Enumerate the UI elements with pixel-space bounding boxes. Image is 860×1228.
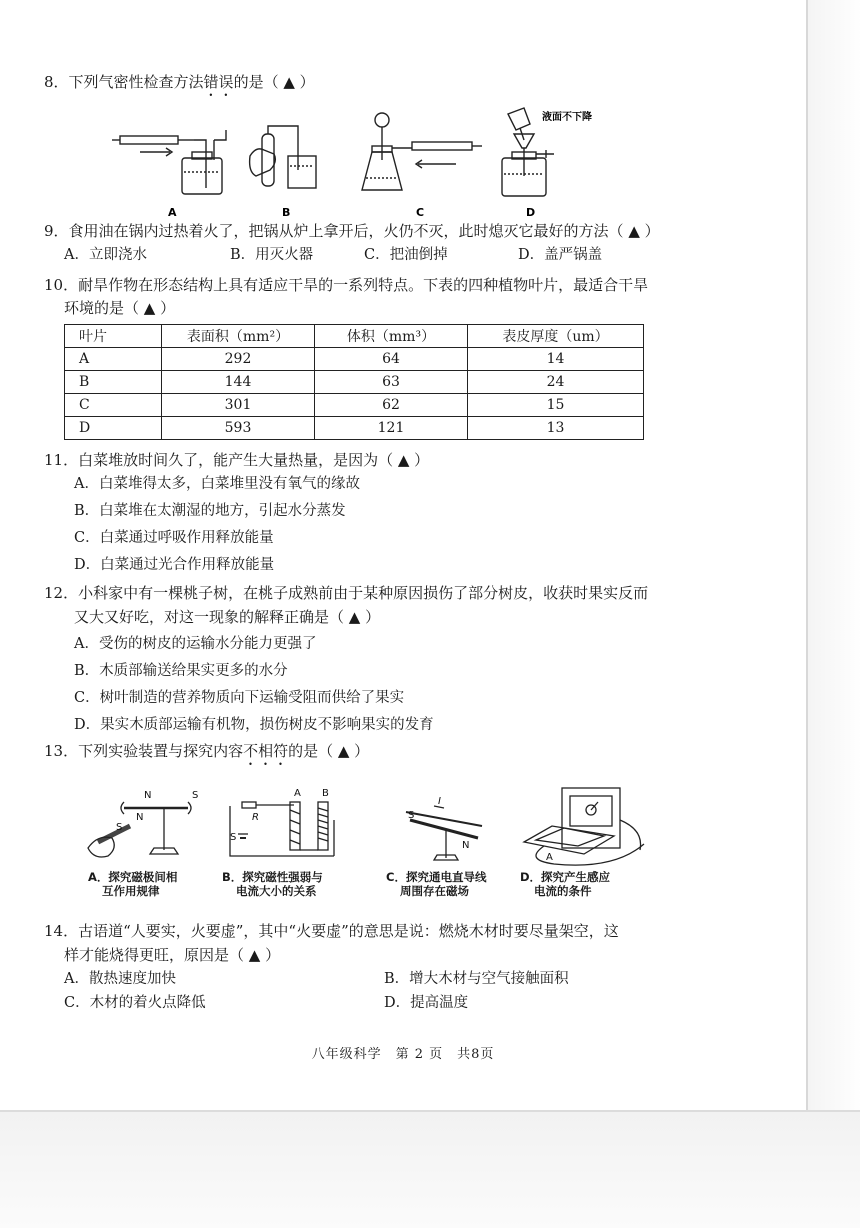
table-row (65, 394, 644, 417)
table-cell: 593 (162, 417, 315, 440)
question-14-line2: 样才能烧得更旺，原因是（ ▲ ） (64, 946, 281, 964)
question-8-stem: 8．下列气密性检查方法 (44, 73, 204, 91)
question-13-emphasis: 不相符 (243, 742, 289, 760)
q13-b-label-b: B (322, 788, 329, 799)
caption-line: D．探究产生感应 (520, 870, 611, 884)
question-12-line1: 12．小科家中有一棵桃子树，在桃子成熟前由于某种原因损伤了部分树皮，收获时果实反而 (44, 584, 649, 602)
q13-c-label-s: S (408, 810, 415, 821)
table-cell: C (65, 394, 162, 417)
q13-b-label-a: A (294, 788, 301, 799)
q12-option-a: A．受伤的树皮的运输水分能力更强了 (74, 636, 317, 652)
q12-option-b: B．木质部输送给果实更多的水分 (74, 663, 288, 679)
q13-apparatus-figure (84, 780, 664, 870)
question-10-line1: 10．耐旱作物在形态结构上具有适应干旱的一系列特点。下表的四种植物叶片，最适合干旱 (44, 276, 649, 294)
q13-caption-a (88, 870, 177, 898)
caption-line: A．探究磁极间相 (88, 870, 178, 884)
q8-label-a: A (168, 206, 177, 219)
q13-a-label-n: N (144, 790, 152, 801)
table-header-row (65, 325, 644, 348)
question-12-line2: 又大又好吃，对这一现象的解释正确是（ ▲ ） (74, 608, 381, 626)
q13-apparatus-d (524, 788, 644, 865)
caption-line: 电流的条件 (534, 884, 592, 898)
q9-option-d: D．盖严锅盖 (518, 247, 603, 263)
q13-b-label-r: R (252, 812, 259, 823)
q9-option-b: B．用灭火器 (230, 247, 314, 263)
question-13 (44, 741, 369, 769)
table-cell: B (65, 371, 162, 394)
caption-line: C．探究通电直导线 (386, 870, 487, 884)
table-header-cell: 表面积（mm²） (162, 325, 315, 348)
q8-apparatus-figure (110, 100, 600, 220)
question-11: 11．白菜堆放时间久了，能产生大量热量，是因为（ ▲ ） (44, 451, 430, 469)
table-cell: A (65, 348, 162, 371)
q13-c-label-n: N (462, 840, 470, 851)
q13-apparatus-a (88, 802, 191, 857)
q12-option-c: C．树叶制造的营养物质向下运输受阻而供给了果实 (74, 690, 405, 706)
q8-label-c: C (416, 206, 425, 219)
q12-option-d: D．果实木质部运输有机物，损伤树皮不影响果实的发育 (74, 717, 434, 733)
q13-caption-c (386, 870, 486, 898)
question-8 (44, 72, 315, 100)
question-8-stem-end: 的是（ ▲ ） (233, 73, 315, 91)
table-cell: 15 (468, 394, 644, 417)
q8-apparatus-b (250, 126, 316, 188)
caption-line: 电流大小的关系 (236, 884, 317, 898)
table-header-cell: 叶片 (65, 325, 162, 348)
q11-option-a: A．白菜堆得太多，白菜堆里没有氧气的缘故 (74, 476, 360, 492)
q13-c-label-i: I (438, 796, 441, 807)
q8-apparatus-c (362, 113, 482, 190)
table-cell: 292 (162, 348, 315, 371)
table-row (65, 417, 644, 440)
q8-label-b: B (282, 206, 291, 219)
table-cell: 64 (315, 348, 468, 371)
table-cell: D (65, 417, 162, 440)
question-13-stem: 13．下列实验装置与探究内容 (44, 742, 244, 760)
question-8-emphasis: 错误 (203, 73, 234, 91)
table-cell: 63 (315, 371, 468, 394)
q13-a-label-s: S (192, 790, 199, 801)
question-14-line1: 14．古语道“人要实，火要虚”，其中“火要虚”的意思是说：燃烧木材时要尽量架空，这 (44, 922, 619, 940)
q13-a-magnet-n: N (136, 812, 144, 823)
scan-right-margin (806, 0, 860, 1226)
table-row (65, 348, 644, 371)
table-cell: 13 (468, 417, 644, 440)
q8-apparatus-a (112, 130, 226, 194)
table-cell: 144 (162, 371, 315, 394)
caption-line: 周围存在磁场 (400, 884, 469, 898)
q8-d-note: 液面不下降 (542, 112, 592, 123)
page-footer: 八年级科学 第 2 页 共8页 (311, 1047, 495, 1062)
q14-option-a: A．散热速度加快 (64, 971, 176, 987)
q9-option-c: C．把油倒掉 (364, 247, 448, 263)
q14-option-d: D．提高温度 (384, 995, 469, 1011)
table-cell: 24 (468, 371, 644, 394)
scan-bottom-margin (0, 1110, 860, 1228)
q9-option-a: A．立即浇水 (64, 247, 147, 263)
leaf-table (64, 324, 644, 440)
table-header-cell: 体积（mm³） (315, 325, 468, 348)
table-cell: 121 (315, 417, 468, 440)
q13-caption-b (222, 870, 323, 898)
question-9: 9．食用油在锅内过热着火了，把锅从炉上拿开后，火仍不灭，此时熄灭它最好的方法（ ▲ ） (44, 222, 660, 240)
q13-a-magnet-s: S (116, 822, 123, 833)
q14-option-b: B．增大木材与空气接触面积 (384, 971, 569, 987)
table-cell: 62 (315, 394, 468, 417)
table-header-cell: 表皮厚度（um） (468, 325, 644, 348)
table-row (65, 371, 644, 394)
question-13-stem-end: 的是（ ▲ ） (288, 742, 370, 760)
caption-line: B．探究磁性强弱与 (222, 870, 323, 884)
q8-label-d: D (526, 206, 536, 219)
q13-d-label-a: A (546, 852, 553, 863)
caption-line: 互作用规律 (102, 884, 160, 898)
q11-option-b: B．白菜堆在太潮湿的地方，引起水分蒸发 (74, 503, 346, 519)
q11-option-c: C．白菜通过呼吸作用释放能量 (74, 530, 274, 546)
q14-option-c: C．木材的着火点降低 (64, 995, 206, 1011)
q13-b-label-s: S (230, 832, 237, 843)
q11-option-d: D．白菜通过光合作用释放能量 (74, 557, 275, 573)
table-cell: 301 (162, 394, 315, 417)
q13-apparatus-b (230, 802, 334, 856)
q13-apparatus-c (406, 806, 482, 860)
table-cell: 14 (468, 348, 644, 371)
q13-caption-d (520, 870, 610, 898)
question-10-line2: 环境的是（ ▲ ） (64, 299, 176, 317)
